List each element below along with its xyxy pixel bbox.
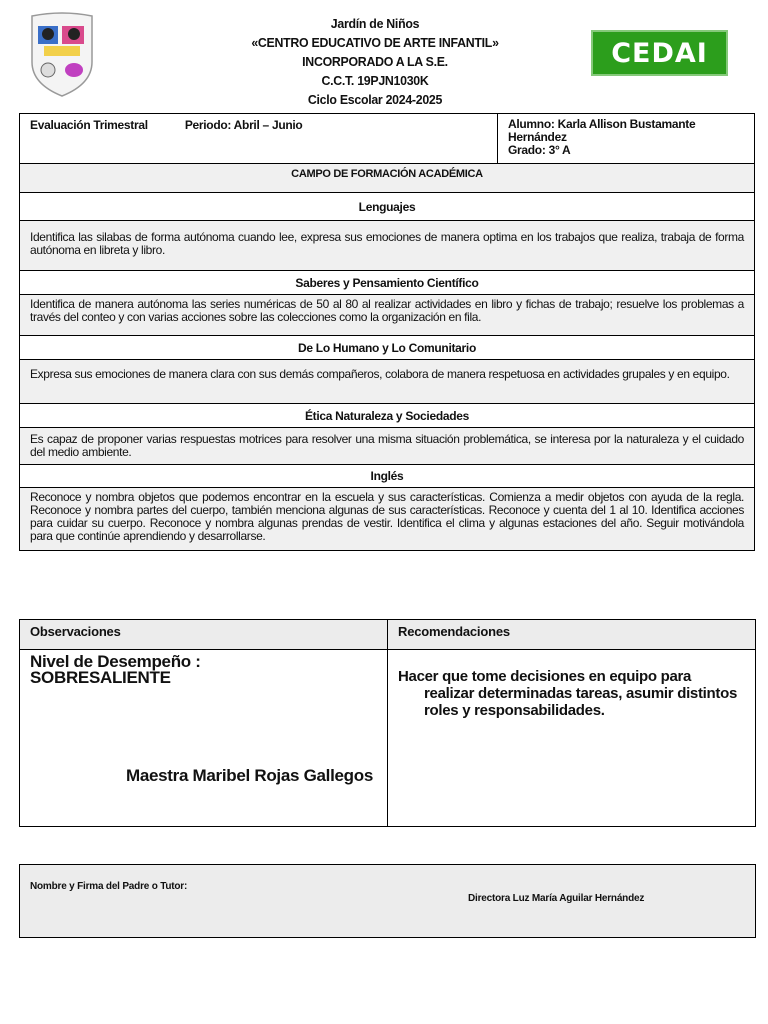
area-text-etica: Es capaz de proponer varias respuestas motrices para resolver una misma situación problemática, se interesa por la naturaleza y el cuidado del medio ambiente. <box>20 427 754 464</box>
performance-level <box>30 654 201 686</box>
evaluation-type: Evaluación Trimestral <box>30 118 148 132</box>
area-title-humano: De Lo Humano y Lo Comunitario <box>20 335 754 359</box>
header-line-3: INCORPORADO A LA S.E. <box>302 54 448 69</box>
area-title-etica: Ética Naturaleza y Sociedades <box>20 403 754 427</box>
area-text-humano: Expresa sus emociones de manera clara con sus demás compañeros, colabora de manera respetuosa en actividades grupales y en equipo. <box>20 359 754 403</box>
student-grade: Grado: 3° A <box>508 143 571 157</box>
recommendations-heading: Recomendaciones <box>398 624 510 639</box>
area-text-lenguajes: Identifica las silabas de forma autónoma cuando lee, expresa sus emociones de manera optima en los trabajos que realiza, trabaja de forma autónoma en libreta y libro. <box>20 220 754 270</box>
cedai-badge: CEDAI <box>591 30 728 76</box>
teacher-name: Maestra Maribel Rojas Gallegos <box>125 766 373 785</box>
campo-formacion: CAMPO DE FORMACIÓN ACADÉMICA <box>20 163 754 192</box>
area-title-ingles: Inglés <box>20 464 754 487</box>
signature-box <box>19 864 756 938</box>
header-line-5: Ciclo Escolar 2024-2025 <box>307 92 443 107</box>
observations-body <box>20 650 755 826</box>
school-logo <box>28 12 96 98</box>
observations-table <box>19 619 756 827</box>
observations-cell <box>20 650 388 826</box>
header-line-4: C.C.T. 19PJN1030K <box>321 73 429 88</box>
school-header <box>190 14 561 109</box>
recommendation-text: Hacer que tome decisiones en equipo para realizar determinadas tareas, asumir distintos roles y responsabilidades. <box>398 668 737 719</box>
director-name: Directora Luz María Aguilar Hernández <box>468 893 645 904</box>
header-line-2: «CENTRO EDUCATIVO DE ARTE INFANTIL» <box>251 35 499 50</box>
performance-value: SOBRESALIENTE <box>30 668 171 687</box>
area-title-saberes: Saberes y Pensamiento Científico <box>20 270 754 294</box>
period: Periodo: Abril – Junio <box>184 118 303 132</box>
evaluation-period-cell <box>20 114 498 163</box>
parent-signature-label: Nombre y Firma del Padre o Tutor: <box>30 881 188 892</box>
performance-label: Nivel de Desempeño : <box>30 652 201 671</box>
evaluation-table <box>19 113 755 551</box>
student-name: Alumno: Karla Allison Bustamante Hernández <box>508 117 696 144</box>
observations-header <box>20 620 755 650</box>
student-cell <box>498 114 754 163</box>
area-title-lenguajes: Lenguajes <box>20 192 754 220</box>
header-line-1: Jardín de Niños <box>330 16 420 31</box>
observations-heading: Observaciones <box>20 620 388 649</box>
area-text-saberes: Identifica de manera autónoma las series numéricas de 50 al 80 al realizar actividades en libro y fichas de trabajo; resuelve los problemas a través del conteo y con varias acciones sobre las colecciones como la organización en fila. <box>20 294 754 335</box>
area-text-ingles: Reconoce y nombra objetos que podemos encontrar en la escuela y sus características. Comienza a medir objetos con ayuda de la regla. Reconoce y nombra partes del cuerpo, también menciona algunas de sus características. Reconoce y cuenta del 1 al 10. Identifica acciones para cuidar su cuerpo. Reconoce y nombra algunas prendas de vestir. Identifica el clima y algunas estaciones del año. Seguir motivándola para que continúe aprendiendo y desarrollarse. <box>20 487 754 550</box>
info-row <box>20 114 754 163</box>
recommendations-cell <box>388 650 755 826</box>
